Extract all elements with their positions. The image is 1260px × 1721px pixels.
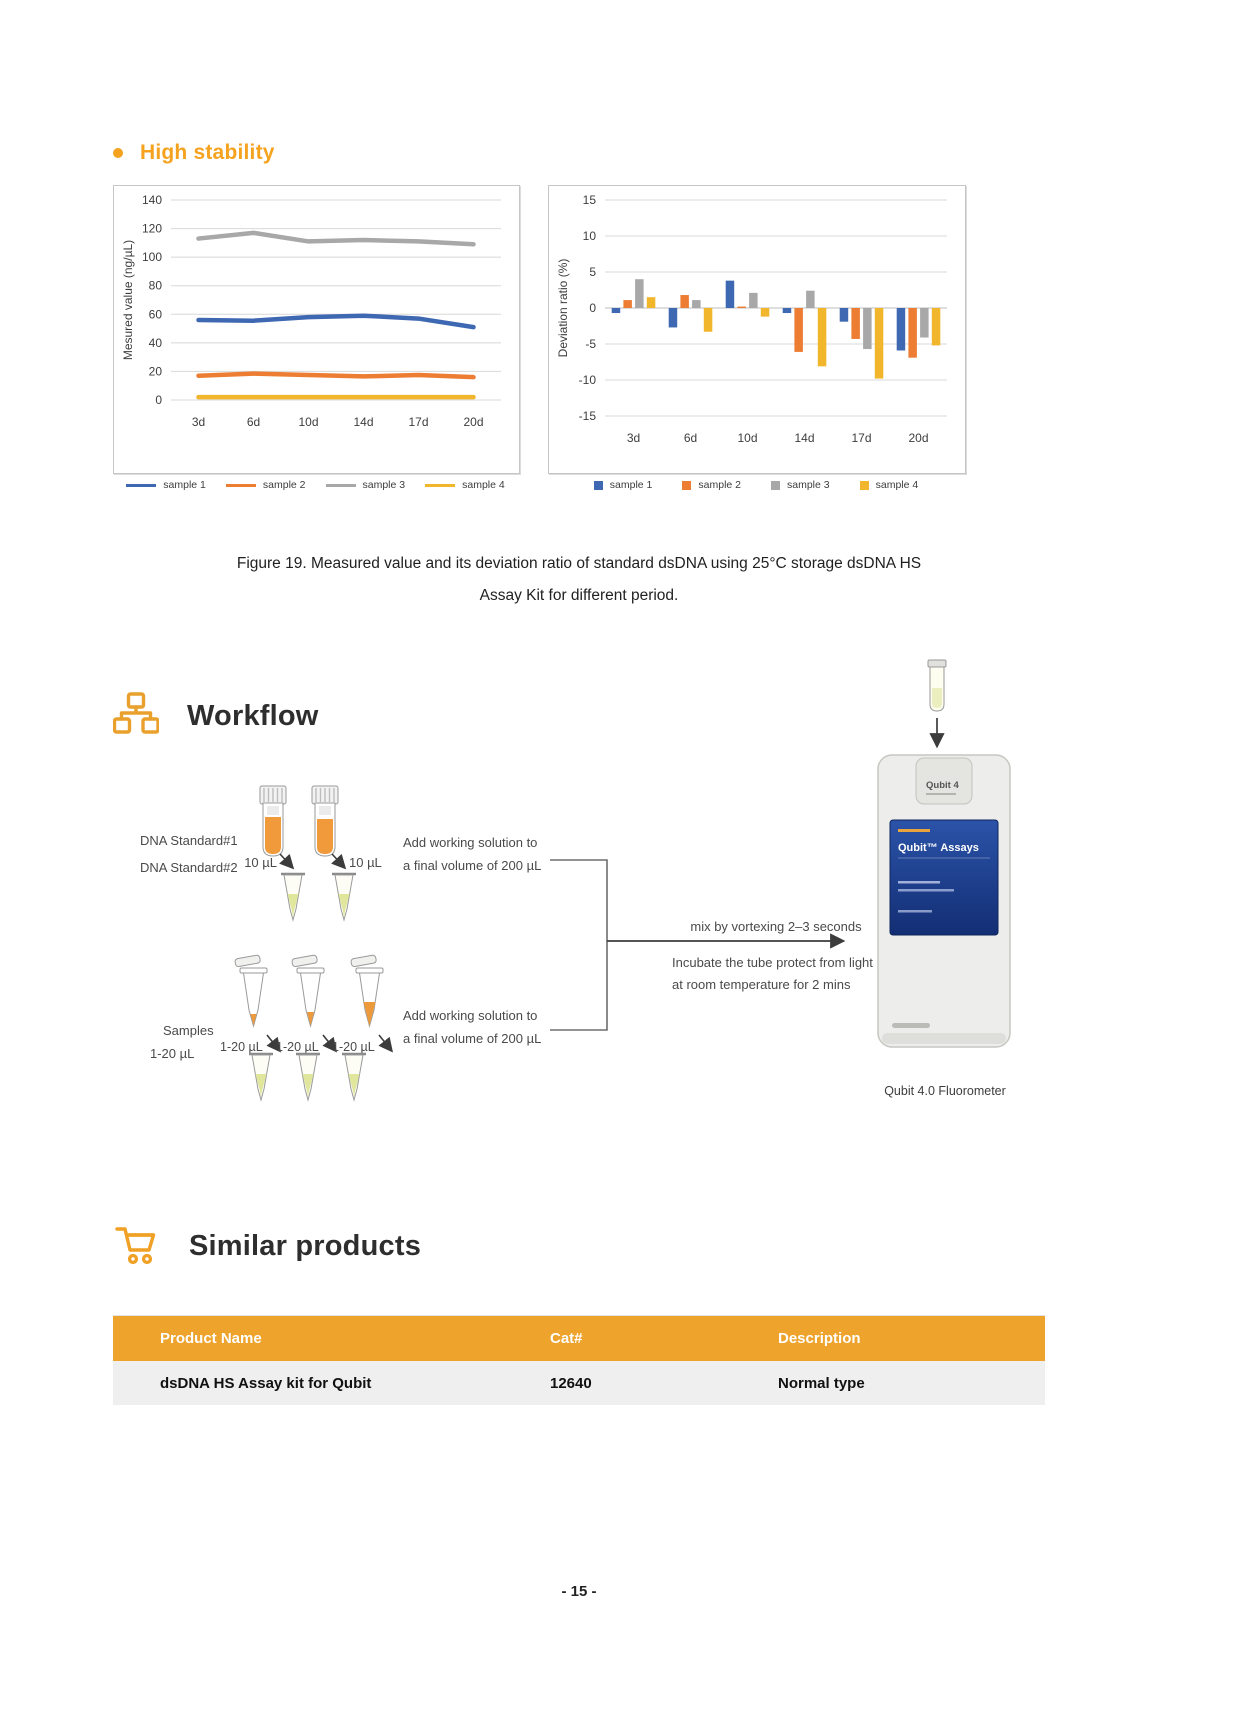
dna-standard1-label: DNA Standard#1	[140, 833, 238, 848]
high-stability-heading	[113, 141, 275, 165]
svg-text:3d: 3d	[626, 431, 641, 445]
vol-1-20-b: 1-20 µL	[276, 1040, 319, 1054]
svg-text:80: 80	[148, 278, 162, 293]
incubate-label-1: Incubate the tube protect from light	[672, 955, 873, 970]
qubit-fluorometer	[878, 755, 1010, 1047]
legend-label: sample 3	[787, 479, 830, 491]
svg-text:6d: 6d	[683, 431, 698, 445]
legend-swatch	[126, 484, 156, 487]
legend-label: sample 2	[262, 479, 306, 491]
assay-tube-2	[332, 874, 356, 920]
bar-chart-legend	[548, 479, 964, 491]
svg-text:20d: 20d	[908, 431, 929, 445]
deviation-ratio-chart-panel	[548, 185, 966, 474]
vol-10ul-left: 10 µL	[244, 855, 277, 870]
legend-swatch	[771, 481, 780, 490]
legend-item	[226, 479, 306, 491]
standard-tube-2	[312, 786, 338, 856]
svg-text:10d: 10d	[298, 415, 319, 429]
sample-tube-1	[235, 955, 267, 1026]
legend-label: sample 4	[462, 479, 505, 491]
svg-text:-15: -15	[578, 409, 596, 423]
section-title: Similar products	[189, 1229, 422, 1262]
cell-product-name: dsDNA HS Assay kit for Qubit	[160, 1374, 372, 1392]
incubate-label-2: at room temperature for 2 mins	[672, 977, 851, 992]
add-solution-top-1: Add working solution to	[403, 835, 538, 850]
workflow-diagram	[120, 655, 1020, 1120]
svg-text:17d: 17d	[408, 415, 429, 429]
add-solution-bottom-2: a final volume of 200 µL	[403, 1031, 542, 1046]
svg-text:17d: 17d	[851, 431, 872, 445]
figure-caption-line1: Figure 19. Measured value and its deviation ratio of standard dsDNA using 25°C storage dsDNA HS	[236, 555, 922, 572]
device-brand-label: Qubit 4	[926, 780, 959, 791]
svg-text:120: 120	[141, 221, 162, 236]
svg-text:140: 140	[141, 193, 162, 207]
legend-item	[860, 479, 919, 491]
legend-swatch	[425, 484, 455, 487]
arrow-icon	[379, 1035, 391, 1050]
legend-swatch	[326, 484, 356, 487]
legend-swatch	[226, 484, 256, 487]
vol-10ul-right: 10 µL	[349, 855, 382, 870]
svg-text:3d: 3d	[191, 415, 206, 429]
deviation-ratio-bar-chart	[549, 186, 963, 451]
cell-description: Normal type	[778, 1374, 865, 1392]
svg-text:Mesured value (ng/µL): Mesured value (ng/µL)	[121, 239, 135, 361]
legend-item	[326, 479, 406, 491]
legend-item	[771, 479, 830, 491]
svg-text:5: 5	[589, 265, 596, 279]
svg-text:0: 0	[155, 393, 162, 407]
figure-caption-line2: Assay Kit for different period.	[479, 587, 679, 604]
svg-text:14d: 14d	[353, 415, 374, 429]
sample-tube-2	[292, 955, 324, 1026]
legend-label: sample 4	[875, 479, 919, 491]
legend-swatch	[860, 481, 869, 490]
similar-products-heading	[113, 1222, 421, 1270]
device-logo	[892, 1023, 930, 1028]
page-number: - 15 -	[561, 1583, 597, 1600]
svg-text:20: 20	[148, 364, 162, 379]
legend-label: sample 1	[163, 479, 206, 491]
measured-value-line-chart	[114, 186, 517, 446]
final-tube-3	[342, 1054, 366, 1100]
svg-text:-5: -5	[585, 337, 596, 351]
legend-swatch	[682, 481, 691, 490]
table-row	[113, 1361, 1045, 1405]
cart-icon	[113, 1222, 161, 1270]
table-header-row	[113, 1315, 1045, 1361]
arrow-icon	[280, 854, 292, 867]
vol-1-20-c: 1-20 µL	[332, 1040, 375, 1054]
svg-text:40: 40	[148, 335, 162, 350]
measured-value-chart-panel	[113, 185, 520, 474]
assay-tube-1	[281, 874, 305, 920]
samples-label-1: Samples	[163, 1023, 214, 1038]
section-title: Workflow	[187, 699, 319, 732]
device-screen-title: Qubit™ Assays	[898, 842, 979, 854]
svg-text:14d: 14d	[794, 431, 815, 445]
svg-text:15: 15	[582, 193, 596, 207]
svg-text:0: 0	[589, 301, 596, 315]
mix-label: mix by vortexing 2–3 seconds	[690, 919, 862, 934]
svg-text:6d: 6d	[246, 415, 261, 429]
col-header-cat: Cat#	[550, 1330, 583, 1347]
legend-item	[594, 479, 653, 491]
svg-text:10: 10	[582, 229, 596, 243]
device-screen	[890, 820, 998, 935]
line-chart-legend	[113, 479, 518, 491]
device-caption: Qubit 4.0 Fluorometer	[884, 1084, 1006, 1098]
svg-text:10d: 10d	[737, 431, 758, 445]
legend-label: sample 2	[698, 479, 741, 491]
similar-products-table	[113, 1315, 1045, 1405]
legend-swatch	[594, 481, 603, 490]
dna-standard2-label: DNA Standard#2	[140, 860, 238, 875]
svg-text:Deviation ratio (%): Deviation ratio (%)	[556, 258, 570, 358]
legend-label: sample 1	[609, 479, 653, 491]
bracket-connector	[550, 860, 607, 1030]
add-solution-top-2: a final volume of 200 µL	[403, 858, 542, 873]
svg-text:100: 100	[141, 250, 162, 265]
samples-label-2: 1-20 µL	[150, 1046, 195, 1061]
legend-item	[425, 479, 505, 491]
sample-tube-3	[351, 955, 383, 1026]
arrow-icon	[332, 854, 344, 867]
col-header-description: Description	[778, 1330, 861, 1347]
section-title: High stability	[140, 141, 275, 164]
svg-text:-10: -10	[578, 373, 596, 387]
svg-text:60: 60	[148, 307, 162, 322]
legend-label: sample 3	[362, 479, 406, 491]
final-tube-1	[249, 1054, 273, 1100]
insert-tube	[928, 660, 946, 711]
add-solution-bottom-1: Add working solution to	[403, 1008, 538, 1023]
col-header-product-name: Product Name	[160, 1330, 262, 1347]
legend-item	[682, 479, 741, 491]
final-tube-2	[296, 1054, 320, 1100]
svg-text:20d: 20d	[463, 415, 484, 429]
standard-tube-1	[260, 786, 286, 856]
vol-1-20-a: 1-20 µL	[220, 1040, 263, 1054]
bullet-icon	[113, 148, 123, 158]
cell-cat: 12640	[550, 1374, 592, 1392]
legend-item	[126, 479, 206, 491]
